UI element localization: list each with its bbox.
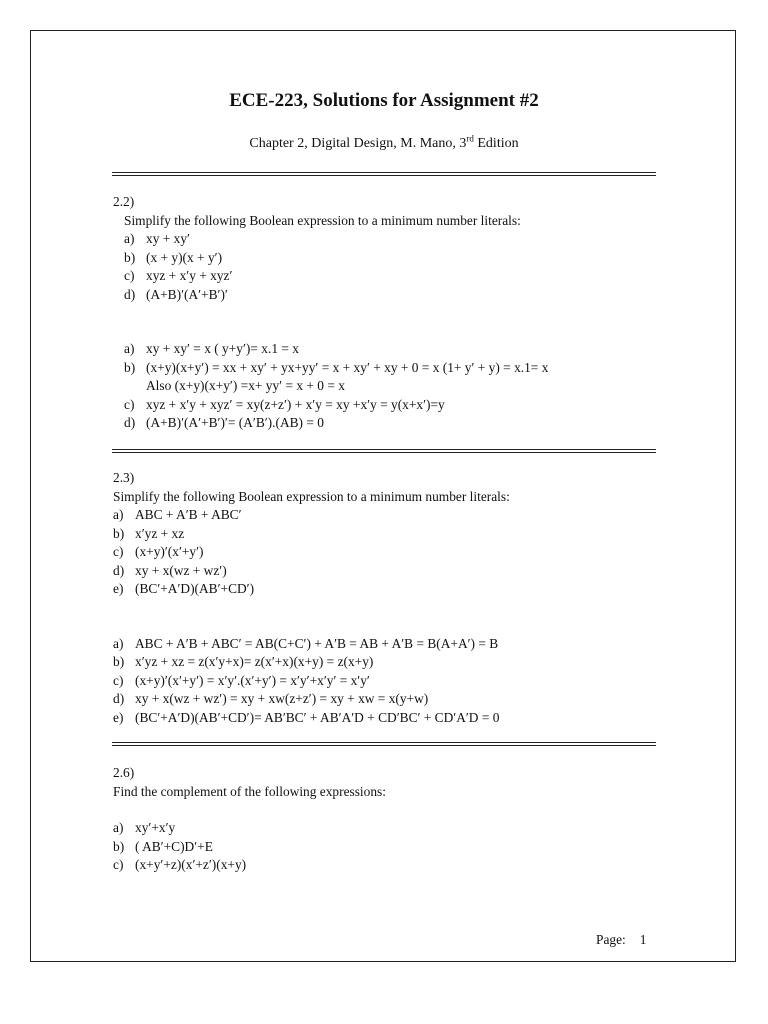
solution-item: c) xyz + x′y + xyz′ = xy(z+z′) + x′y = xy +x′y = y(x+x′)=y xyxy=(124,396,445,412)
subtitle-edition: Edition xyxy=(473,136,519,151)
solution-item: d) xy + x(wz + wz′) = xy + xw(z+z′) = xy + xw = x(y+w) xyxy=(113,691,429,706)
problem-prompt: Find the complement of the following expressions: xyxy=(113,783,386,799)
page-number: 1 xyxy=(639,932,647,947)
solution-item: a) ABC + A′B + ABC′ = AB(C+C′) + A′B = AB + A′B = B(A+A′) = B xyxy=(113,635,499,651)
solution-item: d) (A+B)′(A′+B′)′= (A′B′).(AB) = 0 xyxy=(124,415,324,430)
subtitle-superscript: rd xyxy=(466,133,474,144)
problem-prompt: Simplify the following Boolean expression to a minimum number literals: xyxy=(113,488,510,504)
solution-item: b) x′yz + xz = z(x′y+x)= z(x′+x)(x+y) = z(x+y) xyxy=(113,654,374,669)
spacer xyxy=(113,599,510,635)
page-footer xyxy=(596,931,646,949)
section-divider xyxy=(112,742,656,746)
solution-item: b) (x+y)(x+y′) = xx + xy′ + yx+yy′ = x + xy′ + xy + 0 = x (1+ y′ + y) = x.1= x xyxy=(124,359,549,375)
list-item: a) ABC + A′B + ABC′ xyxy=(113,507,242,522)
subtitle-text: Chapter 2, Digital Design, M. Mano, 3 xyxy=(249,136,467,151)
list-item: b) ( AB′+C)D′+E xyxy=(113,838,213,854)
section-divider xyxy=(112,449,656,453)
list-item: c) (x+y′+z)(x′+z′)(x+y) xyxy=(113,857,247,872)
problem-2-2 xyxy=(113,193,548,433)
list-item: a) xy + xy′ xyxy=(124,231,190,246)
list-item: a) xy′+x′y xyxy=(113,820,176,835)
list-item: c) (x+y)′(x′+y′) xyxy=(113,544,204,559)
list-item: b) x′yz + xz xyxy=(113,525,185,541)
problem-2-3 xyxy=(113,469,510,727)
problem-number: 2.2) xyxy=(113,194,135,209)
list-item: d) xy + x(wz + wz′) xyxy=(113,562,227,578)
problem-number: 2.3) xyxy=(113,470,135,485)
solution-item: a) xy + xy′ = x ( y+y′)= x.1 = x xyxy=(124,341,299,356)
list-item: d) (A+B)′(A′+B′)′ xyxy=(124,286,228,302)
document-subtitle xyxy=(0,134,768,154)
spacer xyxy=(113,801,386,819)
solution-continuation: Also (x+y)(x+y′) =x+ yy′ = x + 0 = x xyxy=(146,378,345,393)
list-item: c) xyz + x′y + xyz′ xyxy=(124,268,233,283)
problem-2-6 xyxy=(113,764,386,875)
page-label: Page: xyxy=(596,932,626,947)
solution-item: c) (x+y)′(x′+y′) = x′y′.(x′+y′) = x′y′+x′y′ = x′y′ xyxy=(113,672,370,688)
spacer xyxy=(113,304,548,340)
list-item: b) (x + y)(x + y′) xyxy=(124,249,223,265)
solution-item: e) (BC′+A′D)(AB′+CD′)= AB′BC′ + AB′A′D + CD′BC′ + CD′A′D = 0 xyxy=(113,709,500,725)
section-divider xyxy=(112,172,656,176)
problem-prompt: Simplify the following Boolean expression to a minimum number literals: xyxy=(124,212,521,228)
document-title: ECE-223, Solutions for Assignment #2 xyxy=(229,90,539,111)
problem-number: 2.6) xyxy=(113,765,135,780)
list-item: e) (BC′+A′D)(AB′+CD′) xyxy=(113,581,255,596)
